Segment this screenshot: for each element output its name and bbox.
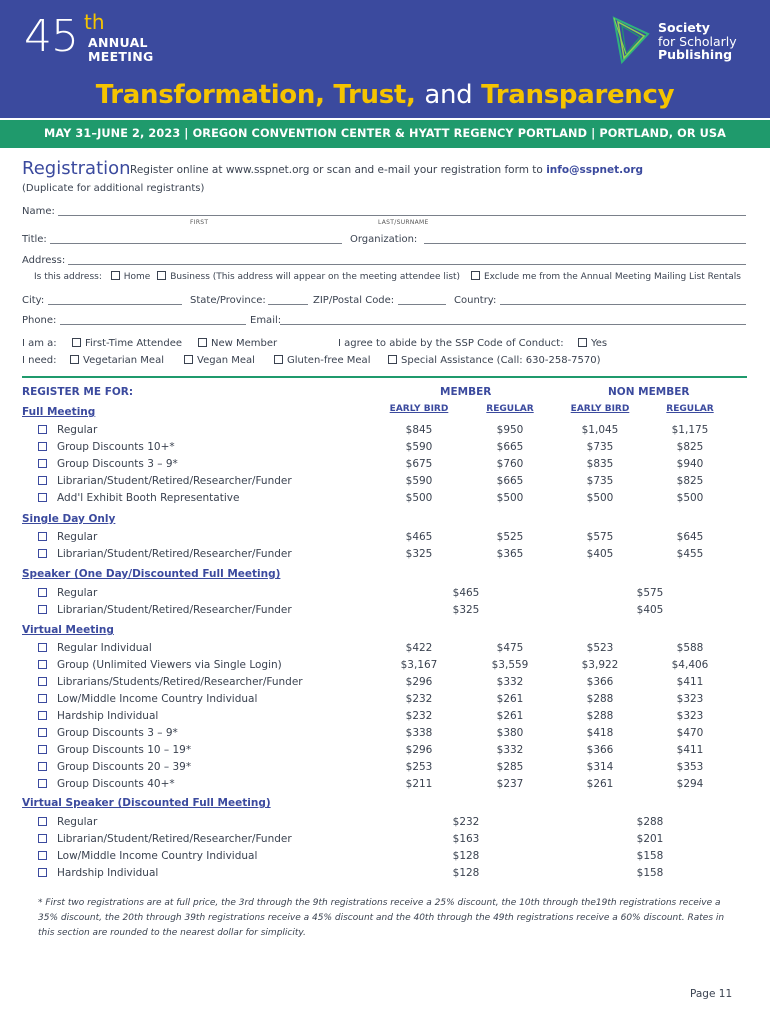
new-member-checkbox[interactable]: [198, 338, 207, 347]
section-virtual-speaker: Virtual Speaker (Discounted Full Meeting): [22, 797, 271, 809]
price-member-early: $465: [405, 531, 433, 543]
organization-label: Organization:: [350, 234, 418, 245]
state-label: State/Province:: [190, 295, 266, 306]
meeting-label: MEETING: [88, 49, 154, 64]
option-checkbox[interactable]: [38, 834, 47, 843]
price-member-early: $296: [405, 744, 433, 756]
first-time-option: [72, 337, 182, 350]
theme-part1: Transformation, Trust,: [95, 80, 416, 110]
table-row: [0, 776, 770, 793]
price-nonmember-early: $405: [586, 548, 614, 560]
address-type-row: [34, 271, 741, 284]
table-row: [0, 602, 770, 619]
price-member-regular: $261: [496, 710, 524, 722]
price-member-regular: $760: [496, 458, 524, 470]
row-label: Add'l Exhibit Booth Representative: [57, 492, 240, 504]
option-checkbox[interactable]: [38, 532, 47, 541]
price-nonmember-regular: $825: [676, 441, 704, 453]
price-nonmember-regular: $294: [676, 778, 704, 790]
row-label: Regular: [57, 424, 98, 436]
price-member-early: $211: [405, 778, 433, 790]
org-name: [658, 21, 737, 62]
option-checkbox[interactable]: [38, 851, 47, 860]
row-label: Group (Unlimited Viewers via Single Login): [57, 659, 282, 671]
table-row: [0, 439, 770, 456]
price-nonmember-early: $735: [586, 475, 614, 487]
price-member-regular: $665: [496, 475, 524, 487]
price-member-regular: $237: [496, 778, 524, 790]
non-member-regular-header: REGULAR: [666, 404, 714, 414]
price-member: $128: [452, 867, 480, 879]
register-for-heading: REGISTER ME FOR:: [22, 386, 134, 398]
price-nonmember-early: $500: [586, 492, 614, 504]
address-field[interactable]: [68, 264, 746, 265]
row-label: Regular Individual: [57, 642, 152, 654]
option-checkbox[interactable]: [38, 493, 47, 502]
non-member-early-bird-header: EARLY BIRD: [570, 404, 630, 414]
special-assistance-label: Special Assistance (Call: 630-258-7570): [401, 355, 601, 366]
price-nonmember-regular: $411: [676, 744, 704, 756]
price-member-early: $232: [405, 710, 433, 722]
table-row: [0, 640, 770, 657]
price-nonmember-early: $3,922: [581, 659, 619, 671]
table-row: [0, 490, 770, 507]
last-name-hint: LAST/SURNAME: [378, 219, 429, 226]
theme-and: and: [424, 80, 473, 110]
price-nonmember: $158: [636, 867, 664, 879]
row-label: Hardship Individual: [57, 867, 159, 879]
group-discount-footnote: * First two registrations are at full price, the 3rd through the 9th registrations receive a 25% discount, the 10th through the19th registrations receive a 35% discount, the 20th through 39th registrations receive a 45% discount and the 40th through the 49th registrations receive a 60% discount. Rates in this section are rounded to the nearest dollar for simplicity.: [38, 898, 725, 938]
row-label: Librarian/Student/Retired/Researcher/Funder: [57, 833, 292, 845]
address-label: Address:: [22, 255, 66, 266]
annual-label: ANNUAL: [88, 35, 148, 50]
name-field[interactable]: [58, 215, 746, 216]
price-nonmember-early: $523: [586, 642, 614, 654]
business-checkbox[interactable]: [157, 271, 166, 280]
table-row: [0, 456, 770, 473]
code-of-conduct-option: [578, 337, 607, 350]
row-label: Librarian/Student/Retired/Researcher/Funder: [57, 548, 292, 560]
price-member-regular: $285: [496, 761, 524, 773]
zip-label: ZIP/Postal Code:: [313, 295, 395, 306]
special-assistance-option: [388, 354, 601, 367]
option-checkbox[interactable]: [38, 677, 47, 686]
option-checkbox[interactable]: [38, 459, 47, 468]
title-label: Title:: [22, 234, 47, 245]
option-checkbox[interactable]: [38, 817, 47, 826]
section-virtual-meeting: Virtual Meeting: [22, 624, 114, 636]
price-member-regular: $475: [496, 642, 524, 654]
new-member-label: New Member: [211, 338, 278, 349]
table-row: [0, 585, 770, 602]
duplicate-note: (Duplicate for additional registrants): [22, 183, 205, 194]
option-checkbox[interactable]: [38, 694, 47, 703]
option-checkbox[interactable]: [38, 588, 47, 597]
option-checkbox[interactable]: [38, 711, 47, 720]
price-member: $128: [452, 850, 480, 862]
table-row: [0, 848, 770, 865]
price-nonmember-early: $314: [586, 761, 614, 773]
city-label: City:: [22, 295, 45, 306]
registration-email-link[interactable]: info@sspnet.org: [546, 164, 644, 176]
price-member: $232: [452, 816, 480, 828]
iam-label: I am a:: [22, 338, 57, 349]
first-time-checkbox[interactable]: [72, 338, 81, 347]
org-name-line3: Publishing: [658, 47, 733, 62]
anniversary-number: 45: [24, 11, 78, 62]
price-nonmember-early: $288: [586, 710, 614, 722]
table-row: [0, 708, 770, 725]
exclude-mailing-checkbox[interactable]: [471, 271, 480, 280]
organization-field[interactable]: [424, 243, 746, 244]
email-label: Email:: [250, 315, 282, 326]
price-nonmember: $575: [636, 587, 664, 599]
price-member-regular: $665: [496, 441, 524, 453]
row-label: Low/Middle Income Country Individual: [57, 850, 258, 862]
row-label: Group Discounts 3 – 9*: [57, 458, 178, 470]
exclude-mailing-label: Exclude me from the Annual Meeting Mailing List Rentals: [483, 272, 741, 282]
price-member-early: $3,167: [400, 659, 438, 671]
price-nonmember-regular: $4,406: [671, 659, 709, 671]
header-banner: [0, 0, 770, 118]
gluten-free-checkbox[interactable]: [274, 355, 283, 364]
vegan-checkbox[interactable]: [184, 355, 193, 364]
price-member-regular: $332: [496, 676, 524, 688]
option-checkbox[interactable]: [38, 728, 47, 737]
email-field[interactable]: [280, 324, 746, 325]
phone-field[interactable]: [60, 324, 246, 325]
price-nonmember-regular: $940: [676, 458, 704, 470]
price-member-regular: $3,559: [491, 659, 529, 671]
price-member-regular: $261: [496, 693, 524, 705]
price-nonmember-regular: $353: [676, 761, 704, 773]
row-label: Librarian/Student/Retired/Researcher/Funder: [57, 475, 292, 487]
date-venue-bar: MAY 31–JUNE 2, 2023 | OREGON CONVENTION CENTER & HYATT REGENCY PORTLAND | PORTLAND, OR USA: [0, 120, 770, 148]
price-nonmember-early: $418: [586, 727, 614, 739]
price-nonmember-regular: $323: [676, 710, 704, 722]
price-member-regular: $950: [496, 424, 524, 436]
option-checkbox[interactable]: [38, 425, 47, 434]
table-row: [0, 759, 770, 776]
row-label: Group Discounts 10+*: [57, 441, 175, 453]
table-row: [0, 725, 770, 742]
price-nonmember: $158: [636, 850, 664, 862]
option-checkbox[interactable]: [38, 868, 47, 877]
price-member-regular: $365: [496, 548, 524, 560]
phone-label: Phone:: [22, 315, 57, 326]
price-member-early: $253: [405, 761, 433, 773]
row-label: Group Discounts 40+*: [57, 778, 175, 790]
price-member-regular: $332: [496, 744, 524, 756]
table-row: [0, 831, 770, 848]
row-label: Regular: [57, 587, 98, 599]
section-divider: [22, 376, 747, 378]
section-speaker: Speaker (One Day/Discounted Full Meeting): [22, 568, 281, 580]
first-name-hint: FIRST: [190, 219, 209, 226]
row-label: Hardship Individual: [57, 710, 159, 722]
title-field[interactable]: [50, 243, 342, 244]
price-nonmember-regular: $825: [676, 475, 704, 487]
page-number: Page 11: [690, 988, 733, 1000]
code-of-conduct-checkbox[interactable]: [578, 338, 587, 347]
price-member-regular: $380: [496, 727, 524, 739]
price-member-early: $296: [405, 676, 433, 688]
code-of-conduct-label: I agree to abide by the SSP Code of Conduct:: [338, 338, 564, 349]
gluten-free-option: [274, 354, 370, 367]
price-nonmember-early: $261: [586, 778, 614, 790]
row-label: Librarian/Student/Retired/Researcher/Funder: [57, 604, 292, 616]
vegetarian-label: Vegetarian Meal: [83, 355, 164, 366]
row-label: Regular: [57, 531, 98, 543]
price-nonmember-regular: $500: [676, 492, 704, 504]
table-row: [0, 742, 770, 759]
price-member-early: $338: [405, 727, 433, 739]
first-time-label: First-Time Attendee: [85, 338, 183, 349]
price-member-early: $675: [405, 458, 433, 470]
price-member-early: $422: [405, 642, 433, 654]
vegetarian-option: [70, 354, 164, 367]
price-nonmember-early: $735: [586, 441, 614, 453]
table-row: [0, 691, 770, 708]
option-checkbox[interactable]: [38, 779, 47, 788]
table-row: [0, 473, 770, 490]
ineed-label: I need:: [22, 355, 57, 366]
theme-part2: Transparency: [481, 80, 675, 110]
row-label: Librarians/Students/Retired/Researcher/Funder: [57, 676, 303, 688]
city-field[interactable]: [48, 304, 182, 305]
member-early-bird-header: EARLY BIRD: [389, 404, 449, 414]
country-field[interactable]: [500, 304, 746, 305]
row-label: Low/Middle Income Country Individual: [57, 693, 258, 705]
table-row: [0, 657, 770, 674]
price-nonmember: $405: [636, 604, 664, 616]
price-member-early: $590: [405, 441, 433, 453]
state-field[interactable]: [268, 304, 308, 305]
price-nonmember-regular: $323: [676, 693, 704, 705]
option-checkbox[interactable]: [38, 442, 47, 451]
price-member: $163: [452, 833, 480, 845]
intro-text: Register online at www.sspnet.org or scan and e-mail your registration form to: [130, 164, 543, 176]
price-member: $325: [452, 604, 480, 616]
price-nonmember-early: $366: [586, 676, 614, 688]
vegan-label: Vegan Meal: [197, 355, 255, 366]
table-row: [0, 422, 770, 439]
price-member-early: $590: [405, 475, 433, 487]
section-full-meeting: Full Meeting: [22, 406, 96, 418]
option-checkbox[interactable]: [38, 643, 47, 652]
home-checkbox[interactable]: [111, 271, 120, 280]
price-nonmember-early: $575: [586, 531, 614, 543]
table-row: [0, 814, 770, 831]
price-member: $465: [452, 587, 480, 599]
option-checkbox[interactable]: [38, 549, 47, 558]
row-label: Group Discounts 20 – 39*: [57, 761, 192, 773]
org-name-line2: for Scholarly: [658, 33, 737, 49]
price-nonmember-early: $288: [586, 693, 614, 705]
vegan-option: [184, 354, 255, 367]
price-nonmember-regular: $588: [676, 642, 704, 654]
price-nonmember-regular: $455: [676, 548, 704, 560]
ssp-logo-icon: [608, 12, 652, 68]
price-nonmember-early: $366: [586, 744, 614, 756]
name-label: Name:: [22, 206, 55, 217]
non-member-heading: NON MEMBER: [608, 386, 690, 398]
meeting-theme: [0, 78, 770, 112]
section-single-day: Single Day Only: [22, 513, 116, 525]
price-member-early: $232: [405, 693, 433, 705]
price-nonmember-regular: $411: [676, 676, 704, 688]
row-label: Group Discounts 10 – 19*: [57, 744, 192, 756]
price-nonmember-regular: $470: [676, 727, 704, 739]
option-checkbox[interactable]: [38, 660, 47, 669]
member-heading: MEMBER: [440, 386, 492, 398]
registration-intro: [130, 164, 643, 176]
code-of-conduct-yes: Yes: [591, 338, 608, 349]
table-row: [0, 546, 770, 563]
option-checkbox[interactable]: [38, 745, 47, 754]
price-member-regular: $500: [496, 492, 524, 504]
row-label: Group Discounts 3 – 9*: [57, 727, 178, 739]
zip-field[interactable]: [398, 304, 446, 305]
price-member-early: $845: [405, 424, 433, 436]
price-nonmember: $201: [636, 833, 664, 845]
country-label: Country:: [454, 295, 497, 306]
table-row: [0, 865, 770, 882]
registration-title: Registration: [22, 158, 131, 179]
price-nonmember-regular: $1,175: [671, 424, 709, 436]
gluten-free-label: Gluten-free Meal: [287, 355, 371, 366]
price-nonmember-regular: $645: [676, 531, 704, 543]
price-nonmember-early: $1,045: [581, 424, 619, 436]
org-name-line1: Society: [658, 20, 710, 35]
option-checkbox[interactable]: [38, 476, 47, 485]
row-label: Regular: [57, 816, 98, 828]
business-label: Business (This address will appear on the meeting attendee list): [170, 272, 461, 282]
anniversary-suffix: th: [84, 10, 105, 34]
price-nonmember: $288: [636, 816, 664, 828]
address-type-label: Is this address:: [34, 272, 102, 282]
option-checkbox[interactable]: [38, 605, 47, 614]
price-nonmember-early: $835: [586, 458, 614, 470]
table-row: [0, 674, 770, 691]
table-row: [0, 529, 770, 546]
price-member-regular: $525: [496, 531, 524, 543]
vegetarian-checkbox[interactable]: [70, 355, 79, 364]
price-member-early: $325: [405, 548, 433, 560]
home-label: Home: [123, 272, 151, 282]
member-regular-header: REGULAR: [486, 404, 534, 414]
option-checkbox[interactable]: [38, 762, 47, 771]
price-member-early: $500: [405, 492, 433, 504]
special-assistance-checkbox[interactable]: [388, 355, 397, 364]
new-member-option: [198, 337, 277, 350]
